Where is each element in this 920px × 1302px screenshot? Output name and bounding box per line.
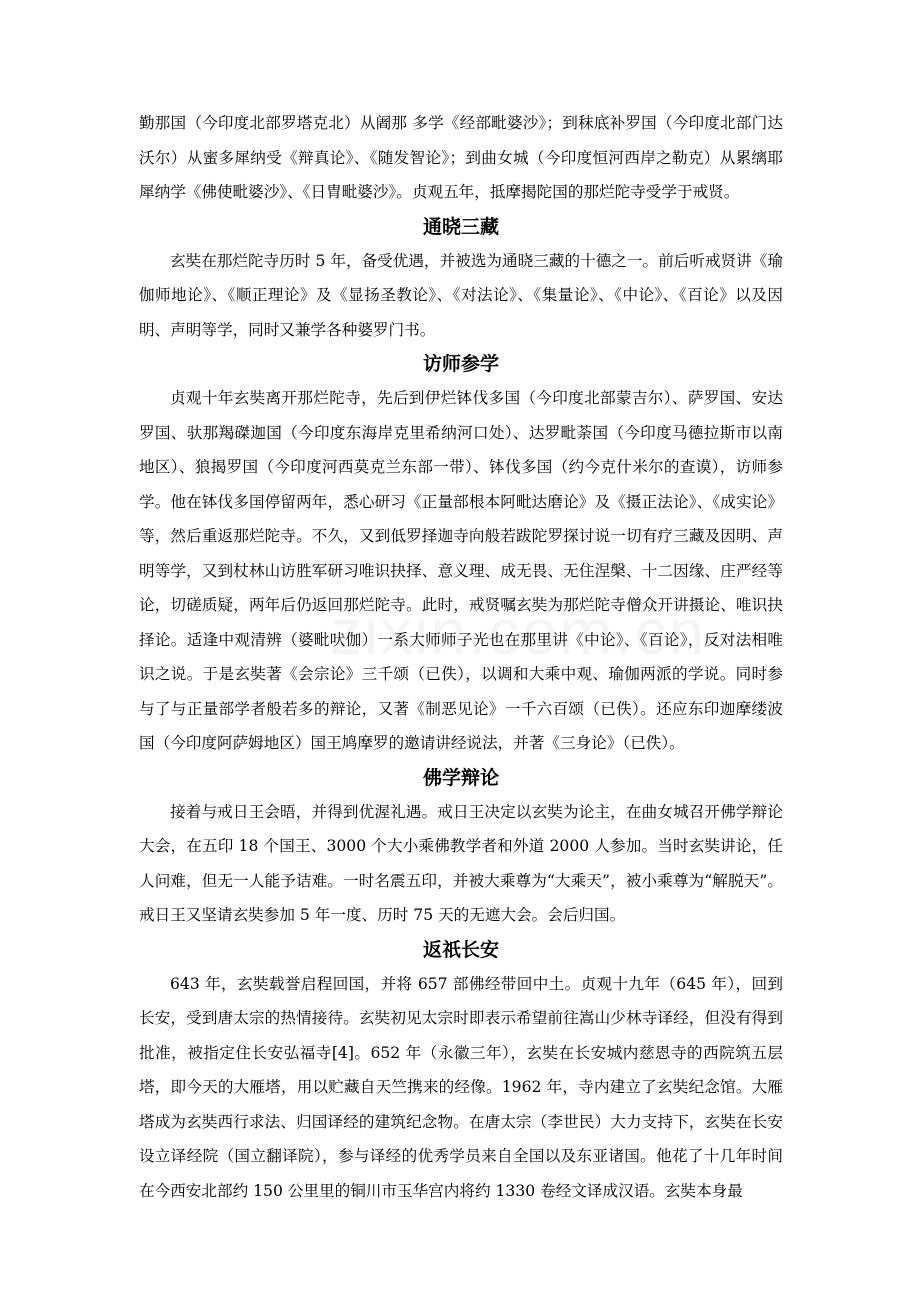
section-heading-fangshi-canxue: 访师参学 <box>422 353 499 375</box>
section-heading-foxue-bianlun: 佛学辩论 <box>422 766 499 789</box>
section-heading-fanzhi-changan: 返祇长安 <box>422 938 499 961</box>
intro-paragraph: 勤那国（今印度北部罗塔克北）从阇那 多学《经部毗婆沙》；到秣底补罗国（今印度北部门达沃尔）从蜜多犀纳受《辩真论》、《随发智论》；到曲女城（今印度恒河西岸之勒克）从累缡耶犀纳学《佛使毗婆沙》、《日胄毗婆沙》。贞观五年，抵摩揭陀国的那烂陀寺受学于戒贤。 <box>139 114 783 201</box>
section-heading-tongxiao-sanzang: 通晓三藏 <box>422 215 499 238</box>
section-paragraph-foxue-bianlun: 接着与戒日王会晤，并得到优渥礼遇。戒日王决定以玄奘为论主，在曲女城召开佛学辩论大会，在五印 18 个国王、3000 个大小乘佛教学者和外道 2000 人参加。当时玄奘讲论，任人问难，但无一人能予诘难。一时名震五印，并被大乘尊为“大乘天”，被小乘尊为“解脱天”。戒日王又坚请玄奘参加 5 年一度、历时 75 天的无遮大会。会后归国。 <box>139 802 783 924</box>
section-paragraph-fangshi-canxue: 贞观十年玄奘离开那烂陀寺，先后到伊烂钵伐多国（今印度北部蒙吉尔）、萨罗国、安达罗国、驮那羯磔迦国（今印度东海岸克里希纳河口处）、达罗毗荼国（今印度马德拉斯市以南地区）、狼揭罗国（今印度河西莫克兰东部一带）、钵伐多国（约今克什米尔的查谟），访师参学。他在钵伐多国停留两年，悉心研习《正量部根本阿毗达磨论》及《摄正法论》、《成实论》等，然后重返那烂陀寺。不久，又到低罗择迦寺向般若跋陀罗探讨说一切有疗三藏及因明、声明等学，又到杖林山访胜军研习唯识抉择、意义理、成无畏、无住涅槃、十二因缘、庄严经等论，切磋质疑，两年后仍返回那烂陀寺。此时，戒贤嘱玄奘为那烂陀寺僧众开讲摄论、唯识抉择论。适逢中观清辨（婆毗吠伽）一系大师师子光也在那里讲《中论》、《百论》，反对法相唯识之说。于是玄奘著《会宗论》三千颂（已佚），以调和大乘中观、瑜伽两派的学说。同时参与了与正量部学者般若多的辩论，又著《制恶见论》一千六百颂（已佚）。还应东印迦摩缕波国（今印度阿萨姆地区）国王鸠摩罗的邀请讲经说法，并著《三身论》（已佚）。 <box>139 389 783 752</box>
section-paragraph-tongxiao-sanzang: 玄奘在那烂陀寺历时 5 年，备受优遇，并被选为通晓三藏的十德之一。前后听戒贤讲《瑜伽师地论》、《顺正理论》及《显扬圣教论》、《对法论》、《集量论》、《中论》、《百论》以及因明、声明等学，同时又兼学各种婆罗门书。 <box>139 251 783 339</box>
section-paragraph-fanzhi-changan: 643 年，玄奘载誉启程回国，并将 657 部佛经带回中土。贞观十九年（645 年），回到长安，受到唐太宗的热情接待。玄奘初见太宗时即表示希望前往嵩山少林寺译经，但没有得到批准，被指定住长安弘福寺[4]。652 年（永徽三年），玄奘在长安城内慈恩寺的西院筑五层塔，即今天的大雁塔，用以贮藏自天竺携来的经像。1962 年，寺内建立了玄奘纪念馆。大雁塔成为玄奘西行求法、归国译经的建筑纪念物。在唐太宗（李世民）大力支持下，玄奘在长安设立译经院（国立翻译院），参与译经的优秀学员来自全国以及东亚诸国。他花了十几年时间在今西安北部约 150 公里里的铜川市玉华宫内将约 1330 卷经文译成汉语。玄奘本身最 <box>139 974 783 1200</box>
document-page <box>139 106 783 1208</box>
